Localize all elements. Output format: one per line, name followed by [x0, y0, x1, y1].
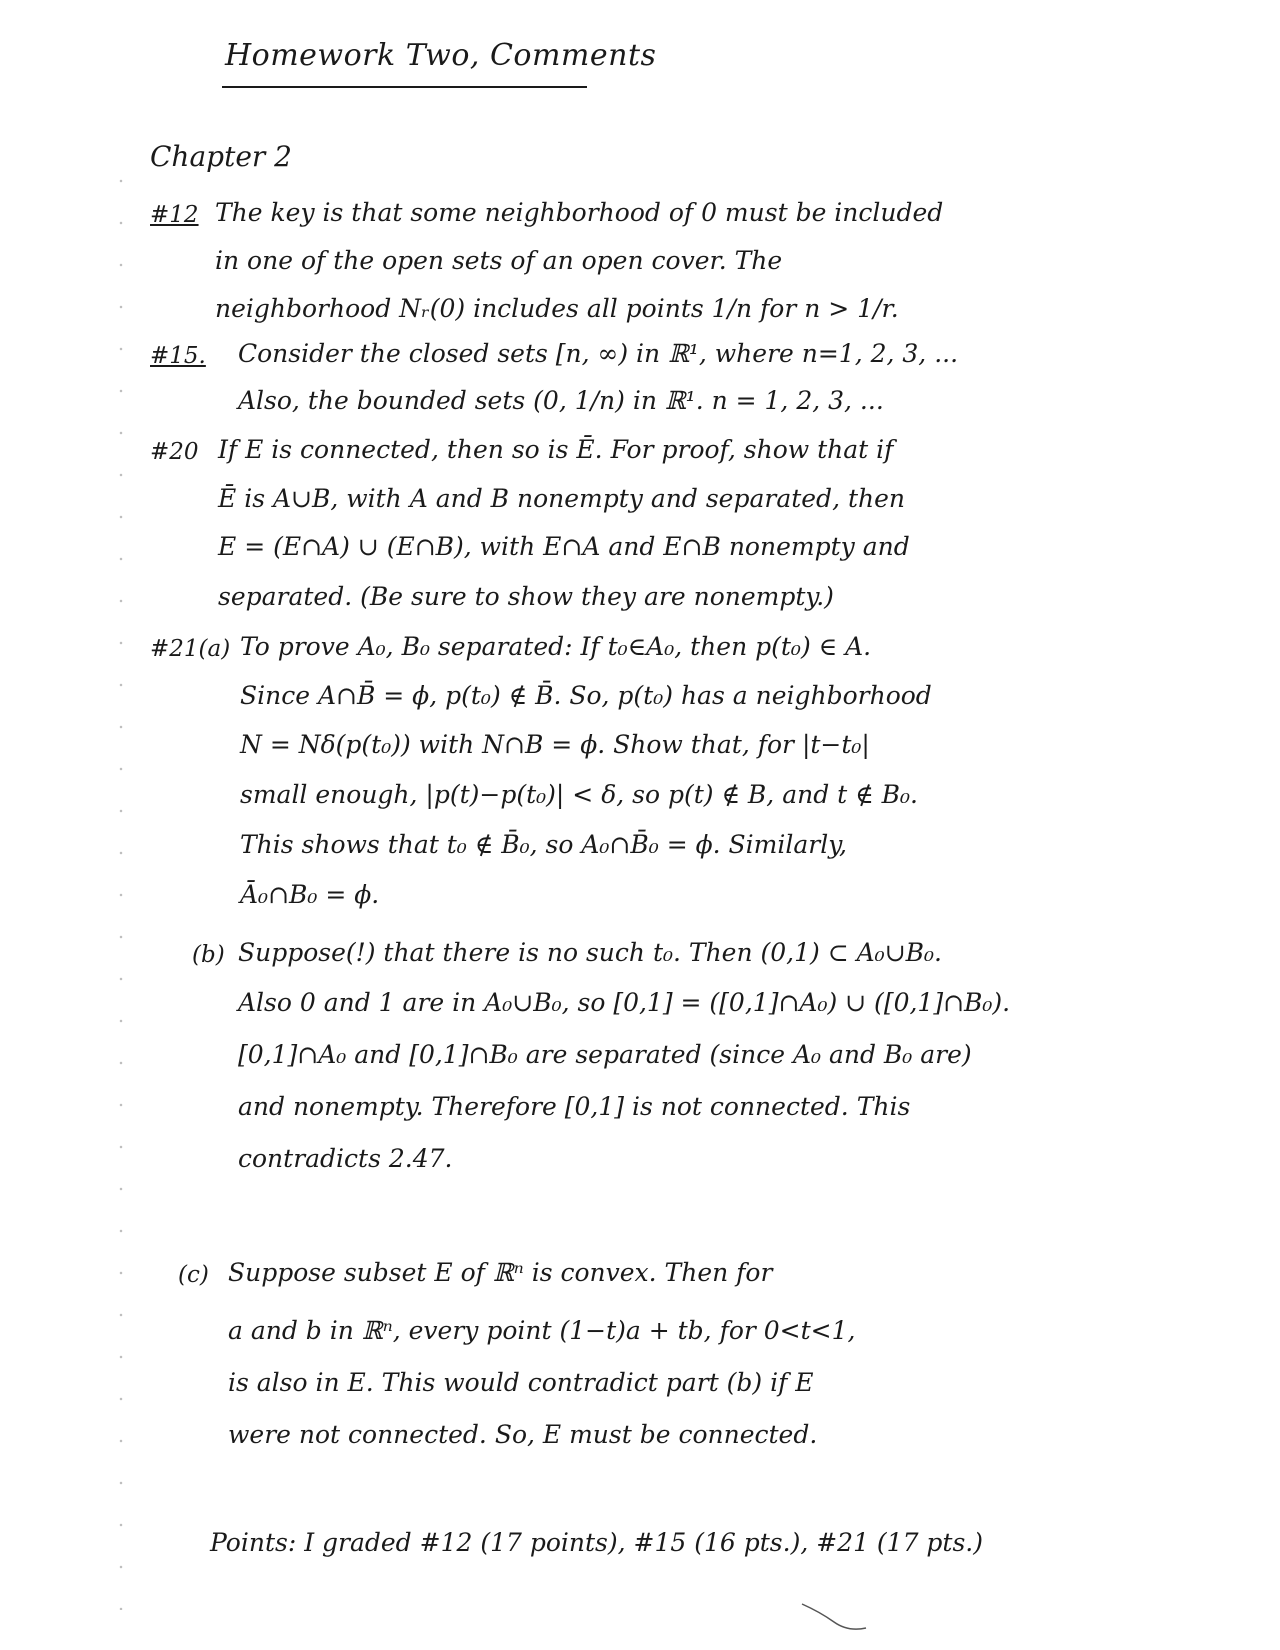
problem-line: To prove A₀, B₀ separated: If t₀∈A₀, then p(t₀) ∈ A. — [240, 632, 872, 661]
problem-line: a and b in ℝⁿ, every point (1−t)a + tb, for 0<t<1, — [228, 1316, 856, 1345]
problem-label: #20 — [150, 439, 199, 465]
problem-line: Consider the closed sets [n, ∞) in ℝ¹, where n=1, 2, 3, ... — [238, 339, 959, 368]
points-summary: Points: I graded #12 (17 points), #15 (16 pts.), #21 (17 pts.) — [210, 1528, 984, 1557]
problem-label: #21(a) — [150, 636, 231, 662]
problem-label: (c) — [178, 1262, 209, 1288]
problem-line: Ā₀∩B₀ = ϕ. — [240, 880, 380, 909]
problem-line: E = (E∩A) ∪ (E∩B), with E∩A and E∩B nonempty and — [218, 532, 910, 561]
margin-dots — [118, 160, 124, 1610]
problem-line: Also, the bounded sets (0, 1/n) in ℝ¹. n = 1, 2, 3, ... — [238, 386, 884, 415]
problem-line: Ē is A∪B, with A and B nonempty and separated, then — [218, 484, 905, 513]
problem-label: #12 — [150, 202, 199, 228]
problem-line: N = Nδ(p(t₀)) with N∩B = ϕ. Show that, for |t−t₀| — [240, 730, 870, 759]
problem-line: in one of the open sets of an open cover. The — [215, 246, 783, 275]
problem-line: Also 0 and 1 are in A₀∪B₀, so [0,1] = ([0,1]∩A₀) ∪ ([0,1]∩B₀). — [238, 988, 1011, 1017]
problem-line: [0,1]∩A₀ and [0,1]∩B₀ are separated (since A₀ and B₀ are) — [238, 1040, 972, 1069]
title-underline — [222, 86, 587, 88]
problem-line: small enough, |p(t)−p(t₀)| < δ, so p(t) ∉ B, and t ∉ B₀. — [240, 780, 918, 809]
problem-line: If E is connected, then so is Ē. For proof, show that if — [218, 435, 894, 464]
pen-mark — [800, 1600, 870, 1630]
problem-line: separated. (Be sure to show they are nonempty.) — [218, 582, 834, 611]
chapter-heading: Chapter 2 — [150, 140, 292, 173]
problem-line: contradicts 2.47. — [238, 1144, 453, 1173]
problem-line: The key is that some neighborhood of 0 must be included — [215, 198, 944, 227]
problem-line: neighborhood Nᵣ(0) includes all points 1/n for n > 1/r. — [215, 294, 899, 323]
problem-line: This shows that t₀ ∉ B̄₀, so A₀∩B̄₀ = ϕ. Similarly, — [240, 830, 847, 859]
problem-label: #15. — [150, 343, 206, 369]
page-title: Homework Two, Comments — [225, 38, 657, 73]
problem-label: (b) — [192, 942, 225, 968]
problem-line: Suppose(!) that there is no such t₀. Then (0,1) ⊂ A₀∪B₀. — [238, 938, 942, 967]
problem-line: is also in E. This would contradict part (b) if E — [228, 1368, 814, 1397]
problem-line: were not connected. So, E must be connected. — [228, 1420, 818, 1449]
problem-line: Suppose subset E of ℝⁿ is convex. Then for — [228, 1258, 773, 1287]
problem-line: and nonempty. Therefore [0,1] is not connected. This — [238, 1092, 911, 1121]
problem-line: Since A∩B̄ = ϕ, p(t₀) ∉ B̄. So, p(t₀) has a neighborhood — [240, 681, 932, 710]
